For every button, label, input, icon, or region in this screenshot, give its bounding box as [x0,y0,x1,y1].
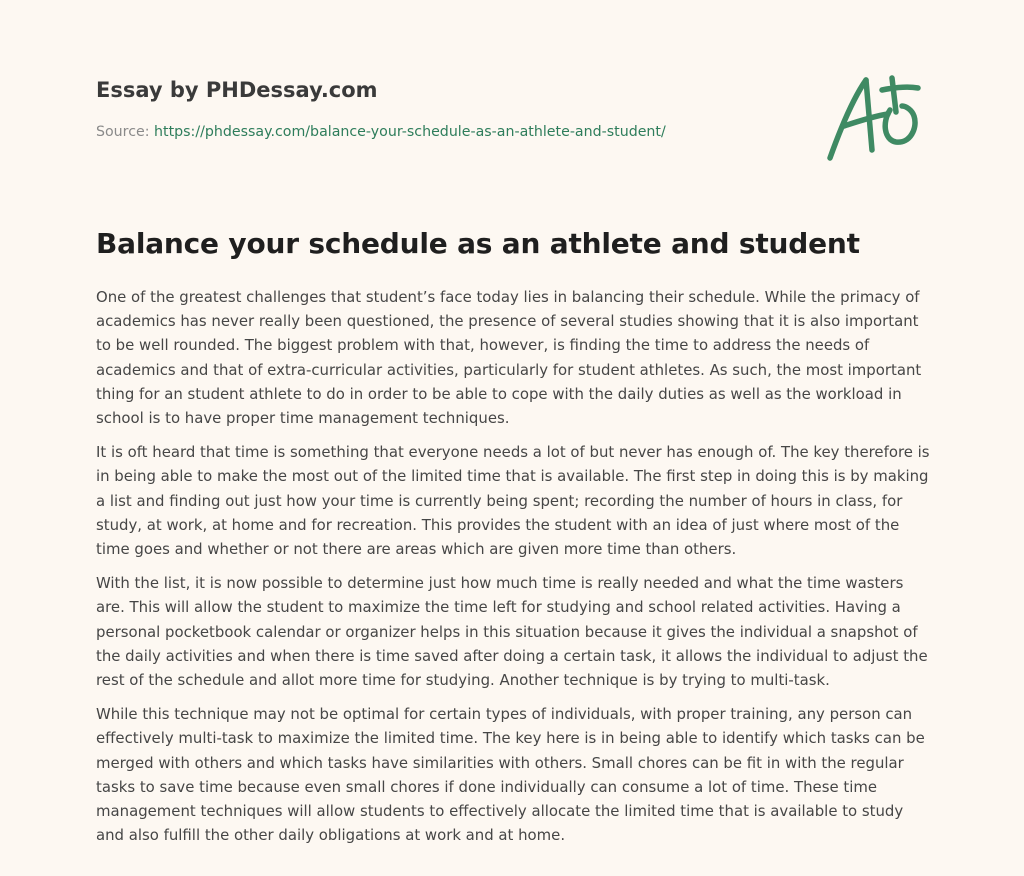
essay-paragraph: It is oft heard that time is something that everyone needs a lot of but never has enough of. The key therefore is in being able to make the most out of the limited time that is available. The first step in doing this is by making a list and finding out just how your time is currently being spent; recording the number of hours in class, for study, at work, at home and for recreation. This provides the student with an idea of just where most of the time goes and whether or not there are areas which are given more time than others. [96,443,930,559]
source-link[interactable]: https://phdessay.com/balance-your-schedule-as-an-athlete-and-student/ [154,124,666,140]
site-brand: Essay by PHDessay.com [96,78,378,102]
a-plus-logo-icon [826,70,926,162]
essay-body [96,285,932,857]
essay-title: Balance your schedule as an athlete and student [96,227,860,260]
essay-paragraph: While this technique may not be optimal for certain types of individuals, with proper training, any person can effectively multi-task to maximize the limited time. The key here is in being able to identify which tasks can be merged with others and which tasks have similarities with others. Small chores can be fit in with the regular tasks to save time because even small chores if done individually can consume a lot of time. These time management techniques will allow students to effectively allocate the limited time that is available to study and also fulfill the other daily obligations at work and at home. [96,705,925,845]
essay-paragraph: With the list, it is now possible to determine just how much time is really needed and what the time wasters are. This will allow the student to maximize the time left for studying and school related activities. Having a personal pocketbook calendar or organizer helps in this situation because it gives the individual a snapshot of the daily activities and when there is time saved after doing a certain task, it allows the individual to adjust the rest of the schedule and allot more time for studying. Another technique is by trying to multi-task. [96,574,928,690]
source-label: Source: [96,124,150,140]
essay-paragraph: One of the greatest challenges that student’s face today lies in balancing their schedule. While the primacy of academics has never really been questioned, the presence of several studies showing that it is also important to be well rounded. The biggest problem with that, however, is finding the time to address the needs of academics and that of extra-curricular activities, particularly for student athletes. As such, the most important thing for an student athlete to do in order to be able to cope with the daily duties as well as the workload in school is to have proper time management techniques. [96,288,922,428]
source-line [96,124,666,140]
